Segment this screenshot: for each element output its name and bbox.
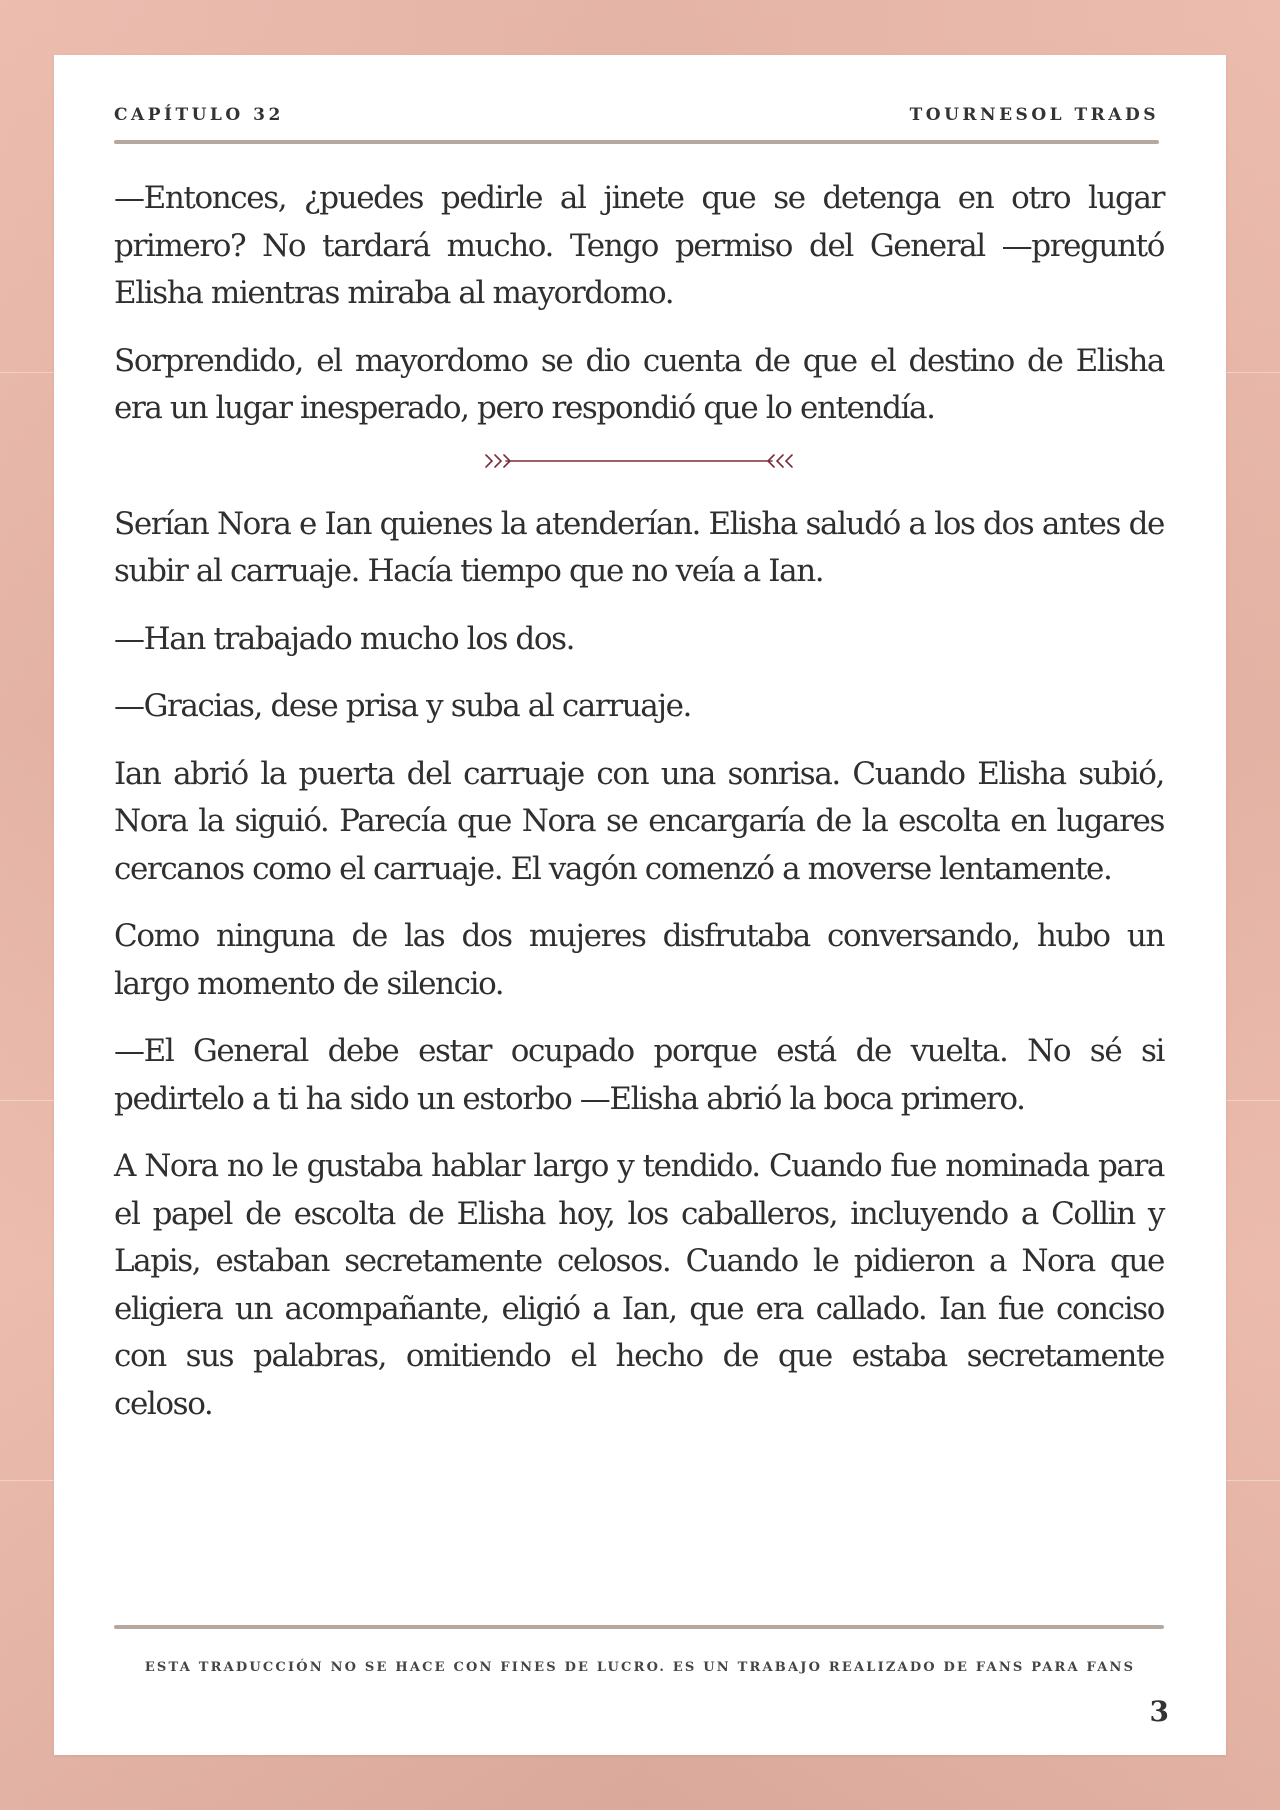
- paragraph: —Gracias, dese prisa y suba al carruaje.: [114, 688, 691, 724]
- paragraph: A Nora no le gustaba hablar largo y tendido. Cuando fue nominada para el papel de escolta de Elisha hoy, los caballeros, incluyendo a Collin y Lapis, estaban secretamente celosos. Cuando le pidieron a Nora que eligiera un acompañante, eligió a Ian, que era callado. Ian fue conciso con sus palabras, omitiendo el hecho de que estaba secretamente celoso.: [114, 1148, 1164, 1422]
- paragraph: Sorprendido, el mayordomo se dio cuenta de que el destino de Elisha era un lugar inesperado, pero respondió que lo entendía.: [114, 342, 1164, 426]
- paragraph: Ian abrió la puerta del carruaje con una sonrisa. Cuando Elisha subió, Nora la siguió. Parecía que Nora se encargaría de la escolta en lugares cercanos como el carruaje. El vagón comenzó a moverse lentamente.: [114, 755, 1164, 887]
- chapter-label: CAPÍTULO 32: [114, 105, 284, 125]
- page-header: [114, 105, 1159, 133]
- paragraph: Como ninguna de las dos mujeres disfrutaba conversando, hubo un largo momento de silencio.: [114, 918, 1164, 1002]
- group-name: TOURNESOL TRADS: [909, 105, 1159, 125]
- arrow-divider-icon: [484, 446, 794, 476]
- page-sheet: [54, 55, 1226, 1755]
- paragraph: —El General debe estar ocupado porque está de vuelta. No sé si pedirtelo a ti ha sido un estorbo —Elisha abrió la boca primero.: [114, 1033, 1164, 1117]
- header-rule: [114, 140, 1159, 144]
- section-divider: [114, 443, 1164, 473]
- paragraph: —Han trabajado mucho los dos.: [114, 620, 575, 657]
- chapter-text: [114, 175, 1164, 1448]
- paragraph: —Entonces, ¿puedes pedirle al jinete que se detenga en otro lugar primero? No tardará mucho. Tengo permiso del General —preguntó Elisha mientras miraba al mayordomo.: [114, 180, 1164, 311]
- page-number: 3: [1149, 1695, 1169, 1728]
- footer-disclaimer: ESTA TRADUCCIÓN NO SE HACE CON FINES DE LUCRO. ES UN TRABAJO REALIZADO DE FANS PARA FANS: [144, 1660, 1136, 1675]
- footer-rule: [114, 1625, 1164, 1629]
- paragraph: Serían Nora e Ian quienes la atenderían. Elisha saludó a los dos antes de subir al carruaje. Hacía tiempo que no veía a Ian.: [114, 505, 1164, 589]
